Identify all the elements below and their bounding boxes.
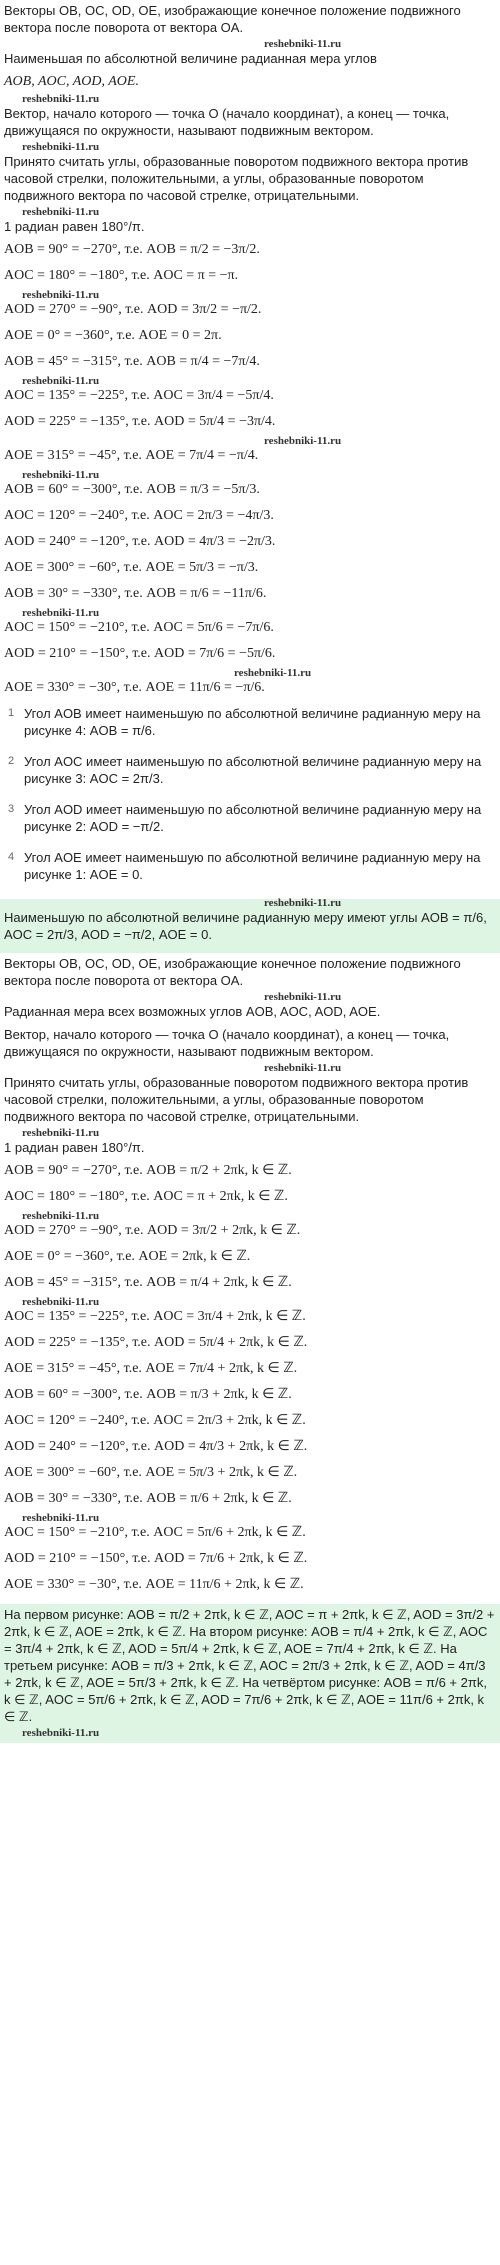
equation-row: AOD = 210° = −150°, т.е. AOD = 7π/6 + 2πk, k ∈ ℤ. <box>4 1551 308 1566</box>
watermark: reshebniki-11.ru <box>22 1210 100 1222</box>
equation-row: AOD = 270° = −90°, т.е. AOD = 3π/2 = −π/2. <box>4 302 262 317</box>
watermark: reshebniki-11.ru <box>22 141 100 153</box>
equation-row: AOC = 180° = −180°, т.е. AOC = π + 2πk, k ∈ ℤ. <box>4 1189 288 1204</box>
equation-row: AOD = 225° = −135°, т.е. AOD = 5π/4 = −3π/4. <box>4 414 276 429</box>
watermark: reshebniki-11.ru <box>22 1296 100 1308</box>
part1-least-text: Наименьшая по абсолютной величине радианная мера углов <box>4 51 377 66</box>
equation-row: AOE = 300° = −60°, т.е. AOE = 5π/3 + 2πk, k ∈ ℤ. <box>4 1465 298 1480</box>
watermark: reshebniki-11.ru <box>234 667 312 679</box>
watermark: reshebniki-11.ru <box>22 93 100 105</box>
equation-row: AOD = 240° = −120°, т.е. AOD = 4π/3 = −2π/3. <box>4 534 276 549</box>
equation-row: AOC = 120° = −240°, т.е. AOC = 2π/3 + 2πk, k ∈ ℤ. <box>4 1413 306 1428</box>
watermark: reshebniki-11.ru <box>22 607 100 619</box>
equation-row: AOC = 135° = −225°, т.е. AOC = 3π/4 + 2πk, k ∈ ℤ. <box>4 1309 306 1324</box>
watermark: reshebniki-11.ru <box>22 375 100 387</box>
watermark: reshebniki-11.ru <box>264 435 342 447</box>
equation-row: AOD = 240° = −120°, т.е. AOD = 4π/3 + 2πk, k ∈ ℤ. <box>4 1439 308 1454</box>
equation-row: AOC = 150° = −210°, т.е. AOC = 5π/6 + 2πk, k ∈ ℤ. <box>4 1525 306 1540</box>
equation-row: AOC = 180° = −180°, т.е. AOC = π = −π. <box>4 268 239 283</box>
watermark: reshebniki-11.ru <box>22 469 100 481</box>
part2-all-text: Радианная мера всех возможных углов AOB, AOC, AOD, AOE. <box>4 1004 381 1019</box>
part2-convention: Принято считать углы, образованные поворотом подвижного вектора против часовой стрелки, положительными, а углы, образованные поворотом подвижного вектора по часовой стрелке, отрицательными. <box>4 1075 469 1124</box>
equation-row: AOB = 30° = −330°, т.е. AOB = π/6 + 2πk, k ∈ ℤ. <box>4 1491 292 1506</box>
part1-radian: 1 радиан равен 180°/π. <box>4 219 145 234</box>
equation-row: AOB = 45° = −315°, т.е. AOB = π/4 = −7π/4. <box>4 354 260 369</box>
list-item: 4 Угол AOE имеет наименьшую по абсолютной величине радианную меру на рисунке 1: AOE = 0. <box>8 850 481 882</box>
watermark: reshebniki-11.ru <box>22 1512 100 1524</box>
watermark: reshebniki-11.ru <box>264 897 342 909</box>
part2-intro: Векторы OB, OC, OD, OE, изображающие конечное положение подвижного вектора после поворота от вектора OA. <box>4 956 461 988</box>
part2-moving-vector: Вектор, начало которого — точка O (начало координат), а конец — точка, движущаяся по окружности, называют подвижным вектором. <box>4 1027 450 1059</box>
watermark: reshebniki-11.ru <box>22 1727 100 1739</box>
watermark: reshebniki-11.ru <box>22 289 100 301</box>
part1-answer-block <box>0 899 500 953</box>
list-item: 3 Угол AOD имеет наименьшую по абсолютной величине радианную меру на рисунке 2: AOD = −π/2. <box>8 802 482 834</box>
equation-row: AOC = 135° = −225°, т.е. AOC = 3π/4 = −5π/4. <box>4 388 274 403</box>
equation-row: AOE = 315° = −45°, т.е. AOE = 7π/4 + 2πk, k ∈ ℤ. <box>4 1361 298 1376</box>
watermark: reshebniki-11.ru <box>264 1062 342 1074</box>
list-item: 2 Угол AOC имеет наименьшую по абсолютной величине радианную меру на рисунке 3: AOC = 2π/3. <box>8 754 482 786</box>
watermark: reshebniki-11.ru <box>22 206 100 218</box>
watermark: reshebniki-11.ru <box>264 38 342 50</box>
list-item: 1 Угол AOB имеет наименьшую по абсолютной величине радианную меру на рисунке 4: AOB = π/6. <box>8 706 481 738</box>
equation-row: AOC = 120° = −240°, т.е. AOC = 2π/3 = −4π/3. <box>4 508 274 523</box>
part1-answer: Наименьшую по абсолютной величине радианную меру имеют углы AOB = π/6, AOC = 2π/3, AOD = −π/2, AOE = 0. <box>4 910 487 942</box>
equation-row: AOB = 45° = −315°, т.е. AOB = π/4 + 2πk, k ∈ ℤ. <box>4 1275 292 1290</box>
equation-row: AOB = 90° = −270°, т.е. AOB = π/2 = −3π/2. <box>4 242 260 257</box>
part1-numbered-list <box>4 705 496 883</box>
equation-row: AOB = 90° = −270°, т.е. AOB = π/2 + 2πk, k ∈ ℤ. <box>4 1163 292 1178</box>
part1-intro: Векторы OB, OC, OD, OE, изображающие конечное положение подвижного вектора после поворота от вектора OA. <box>4 3 461 35</box>
part2-answer-block <box>0 1604 500 1743</box>
equation-row: AOE = 300° = −60°, т.е. AOE = 5π/3 = −π/3. <box>4 560 259 575</box>
watermark: reshebniki-11.ru <box>264 991 342 1003</box>
part2-section <box>0 953 500 1604</box>
equation-row: AOE = 330° = −30°, т.е. AOE = 11π/6 + 2πk, k ∈ ℤ. <box>4 1577 304 1592</box>
equation-row: AOC = 150° = −210°, т.е. AOC = 5π/6 = −7π/6. <box>4 620 274 635</box>
part2-answer: На первом рисунке: AOB = π/2 + 2πk, k ∈ ℤ, AOC = π + 2πk, k ∈ ℤ, AOD = 3π/2 + 2πk, k ∈ ℤ, AOE = 2πk, k ∈ ℤ. На втором рисунке: AOB = π/4 + 2πk, k ∈ ℤ, AOC = 3π/4 + 2πk, k ∈ ℤ, AOD = 5π/4 + 2πk, k ∈ ℤ, AOE = 7π/4 + 2πk, k ∈ ℤ. На третьем рисунке: AOB = π/3 + 2πk, k ∈ ℤ, AOC = 2π/3 + 2πk, k ∈ ℤ, AOD = 4π/3 + 2πk, k ∈ ℤ, AOE = 5π/3 + 2πk, k ∈ ℤ. На четвёртом рисунке: AOB = π/6 + 2πk, k ∈ ℤ, AOC = 5π/6 + 2πk, k ∈ ℤ, AOD = 7π/6 + 2πk, k ∈ ℤ, AOE = 11π/6 + 2πk, k ∈ ℤ. <box>4 1607 495 1724</box>
equation-row: AOB = 30° = −330°, т.е. AOB = π/6 = −11π/6. <box>4 586 267 601</box>
equation-row: AOE = 330° = −30°, т.е. AOE = 11π/6 = −π/6. <box>4 680 265 695</box>
part1-section <box>0 0 500 899</box>
equation-row: AOD = 225° = −135°, т.е. AOD = 5π/4 + 2πk, k ∈ ℤ. <box>4 1335 308 1350</box>
equation-row: AOE = 315° = −45°, т.е. AOE = 7π/4 = −π/4. <box>4 448 259 463</box>
equation-row: AOE = 0° = −360°, т.е. AOE = 0 = 2π. <box>4 328 222 343</box>
equation-row: AOB = 60° = −300°, т.е. AOB = π/3 + 2πk, k ∈ ℤ. <box>4 1387 292 1402</box>
watermark: reshebniki-11.ru <box>22 1127 100 1139</box>
equation-row: AOD = 210° = −150°, т.е. AOD = 7π/6 = −5π/6. <box>4 646 276 661</box>
equation-row: AOB = 60° = −300°, т.е. AOB = π/3 = −5π/3. <box>4 482 260 497</box>
part2-rows <box>4 1162 496 1594</box>
part1-convention: Принято считать углы, образованные поворотом подвижного вектора против часовой стрелки, положительными, а углы, образованные поворотом подвижного вектора по часовой стрелке, отрицательными. <box>4 154 469 203</box>
equation-row: AOE = 0° = −360°, т.е. AOE = 2πk, k ∈ ℤ. <box>4 1249 251 1264</box>
part1-least-list: AOB, AOC, AOD, AOE. <box>4 74 139 89</box>
part1-moving-vector: Вектор, начало которого — точка O (начало координат), а конец — точка, движущаяся по окружности, называют подвижным вектором. <box>4 106 450 138</box>
equation-row: AOD = 270° = −90°, т.е. AOD = 3π/2 + 2πk, k ∈ ℤ. <box>4 1223 301 1238</box>
part1-rows <box>4 241 496 697</box>
part2-radian: 1 радиан равен 180°/π. <box>4 1140 145 1155</box>
